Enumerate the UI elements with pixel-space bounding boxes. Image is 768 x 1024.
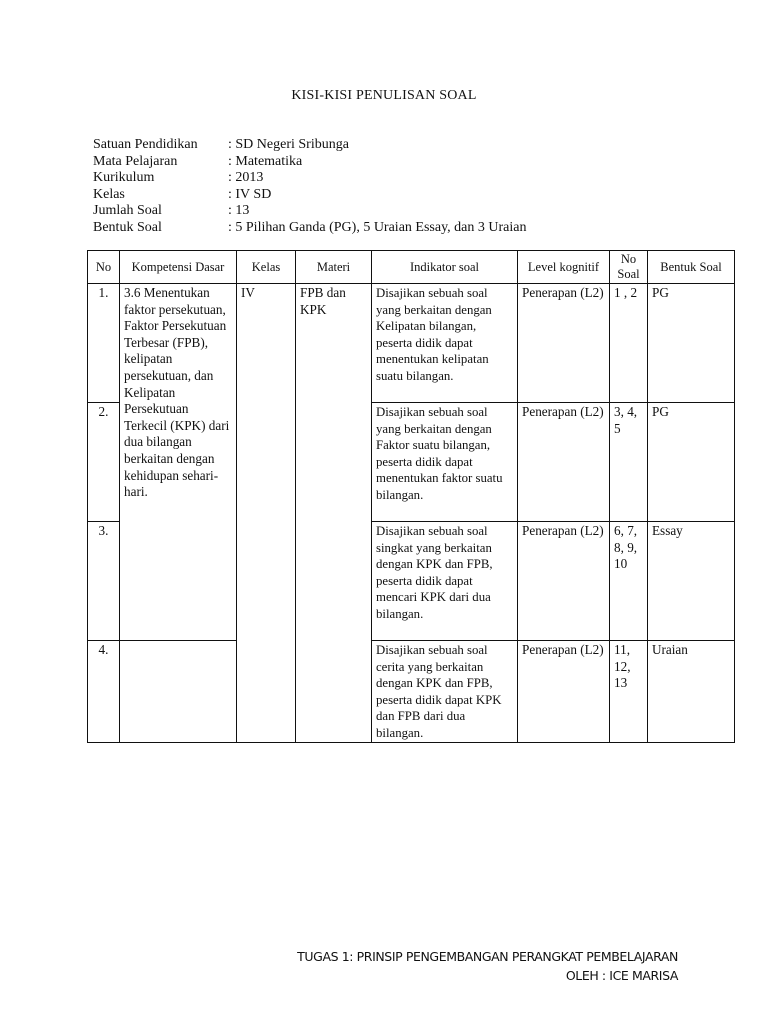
footer-author: OLEH : ICE MARISA [565,968,678,983]
meta-row-jumlah [93,203,526,220]
meta-row-kelas [93,187,526,204]
meta-value: : 2013 [228,170,264,186]
document-title: KISI-KISI PENULISAN SOAL [291,88,477,103]
table-row [88,641,735,743]
header-indikator: Indikator soal [372,251,518,284]
cell-materi: FPB dan KPK [296,284,372,743]
cell-indikator: Disajikan sebuah soal singkat yang berkaitan dengan KPK dan FPB, peserta didik dapat mencari KPK dari dua bilangan. [372,522,518,641]
meta-label: Jumlah Soal [93,203,162,219]
meta-row-bentuk [93,220,526,237]
meta-label: Mata Pelajaran [93,153,178,169]
cell-no-soal: 3, 4, 5 [610,403,648,522]
header-no: No [88,251,120,284]
cell-indikator: Disajikan sebuah soal yang berkaitan dengan Kelipatan bilangan, peserta didik dapat menentukan kelipatan suatu bilangan. [372,284,518,403]
cell-level: Penerapan (L2) [518,522,610,641]
meta-value: : IV SD [228,186,272,202]
cell-kelas: IV [237,284,296,743]
cell-no-soal: 6, 7, 8, 9, 10 [610,522,648,641]
meta-value: : 13 [228,203,250,219]
header-bentuk: Bentuk Soal [648,251,735,284]
meta-label: Kelas [93,186,125,202]
meta-value: : Matematika [228,153,303,169]
cell-level: Penerapan (L2) [518,284,610,403]
cell-bentuk: Essay [648,522,735,641]
table-header-row [88,251,735,284]
meta-row-satuan [93,137,526,154]
cell-indikator: Disajikan sebuah soal cerita yang berkaitan dengan KPK dan FPB, peserta didik dapat KPK dan FPB dari dua bilangan. [372,641,518,743]
meta-label: Bentuk Soal [93,219,162,235]
cell-bentuk: PG [648,403,735,522]
identity-block [93,137,526,237]
table-row [88,284,735,403]
cell-no: 1. [88,284,120,403]
cell-level: Penerapan (L2) [518,403,610,522]
meta-label: Kurikulum [93,170,155,186]
header-kompetensi: Kompetensi Dasar [120,251,237,284]
footer-course: TUGAS 1: PRINSIP PENGEMBANGAN PERANGKAT PEMBELAJARAN [297,949,678,964]
cell-no: 4. [88,641,120,743]
header-materi: Materi [296,251,372,284]
cell-level: Penerapan (L2) [518,641,610,743]
cell-no: 3. [88,522,120,641]
meta-label: Satuan Pendidikan [93,137,198,152]
footer [0,947,678,985]
kisi-kisi-table [87,250,735,743]
meta-row-kurikulum [93,170,526,187]
meta-row-mapel [93,154,526,171]
header-no-soal: No Soal [610,251,648,284]
meta-value: : 5 Pilihan Ganda (PG), 5 Uraian Essay, dan 3 Uraian [228,219,527,235]
cell-bentuk: PG [648,284,735,403]
cell-indikator: Disajikan sebuah soal yang berkaitan dengan Faktor suatu bilangan, peserta didik dapat menentukan faktor suatu bilangan. [372,403,518,522]
header-level: Level kognitif [518,251,610,284]
cell-no-soal: 11, 12, 13 [610,641,648,743]
header-kelas: Kelas [237,251,296,284]
meta-value: : SD Negeri Sribunga [228,137,349,152]
cell-bentuk: Uraian [648,641,735,743]
cell-no-soal: 1 , 2 [610,284,648,403]
cell-no: 2. [88,403,120,522]
cell-kompetensi-empty [120,641,237,743]
cell-kompetensi-dasar: 3.6 Menentukan faktor persekutuan, Faktor Persekutuan Terbesar (FPB), kelipatan persekutuan, dan Kelipatan Persekutuan Terkecil (KPK) dari dua bilangan berkaitan dengan kehidupan sehari-hari. [120,284,237,641]
